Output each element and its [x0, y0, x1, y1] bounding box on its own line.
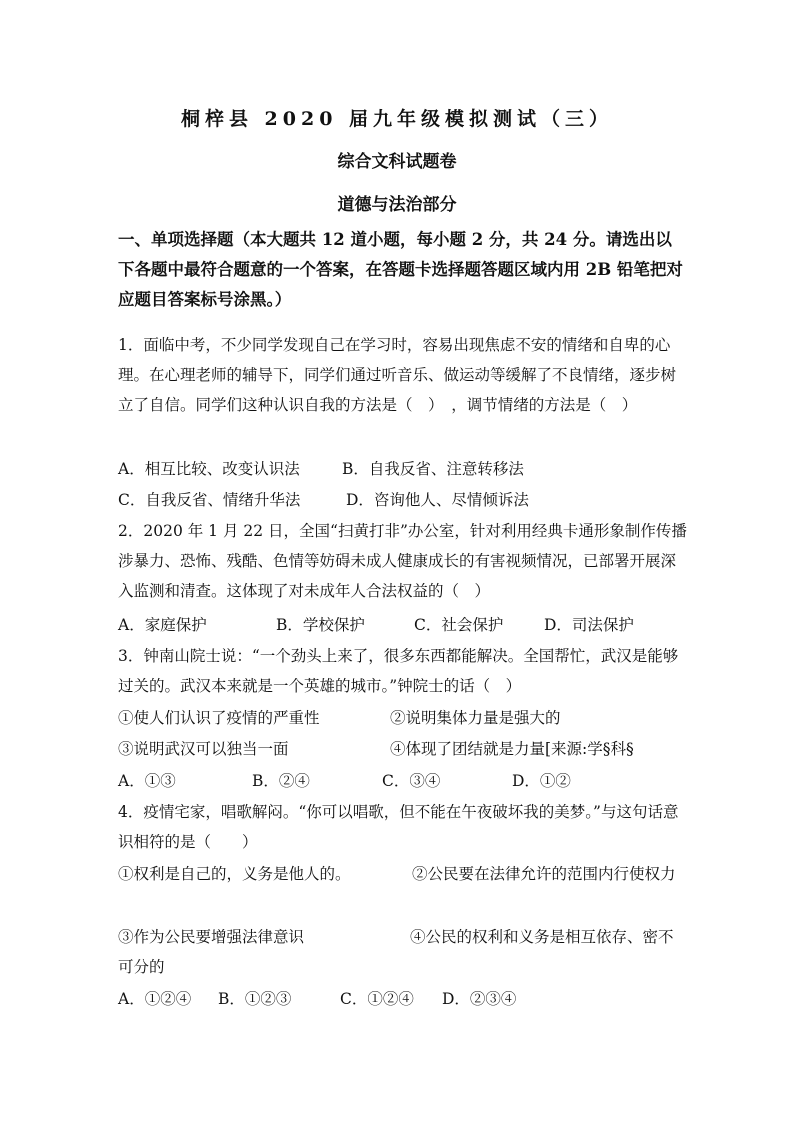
- question-2-option-b: B．学校保护: [276, 616, 365, 634]
- question-4-option-b: B．①②③: [218, 990, 292, 1008]
- question-4-stem: 4．疫情宅家，唱歌解闷。“你可以唱歌，但不能在午夜破坏我的美梦。”与这句话意识相符的是（ ）: [118, 803, 679, 851]
- question-2-stem: 2．2020 年 1 月 22 日，全国“扫黄打非”办公室，针对利用经典卡通形象制作传播涉暴力、恐怖、残酷、色情等妨碍未成人健康成长的有害视频情况，已部署开展深入监测和清查。这体现了对未成年人合法权益的（ ）: [118, 522, 687, 600]
- question-2-option-c: C．社会保护: [414, 616, 504, 634]
- question-1-option-b: B．自我反省、注意转移法: [342, 460, 524, 478]
- question-3-item-4: ④体现了团结就是力量[来源:学§科§: [390, 740, 634, 758]
- question-4-item-2: ②公民要在法律允许的范围内行使权力: [412, 865, 676, 883]
- question-4-items-row-1-wrap: [118, 890, 688, 920]
- question-3-stem: 3．钟南山院士说：“一个劲头上来了，很多东西都能解决。全国帮忙，武汉是能够过关的。武汉本来就是一个英雄的城市。”钟院士的话（ ）: [118, 647, 679, 695]
- question-3-option-b: B．②④: [252, 772, 310, 790]
- section-heading: 一、单项选择题（本大题共 12 道小题，每小题 2 分，共 24 分。请选出以下各题中最符合题意的一个答案，在答题卡选择题答题区域内用 2B 铅笔把对应题目答案标号涂黑。）: [118, 230, 683, 309]
- exam-part-title: 道德与法治部分: [337, 195, 457, 215]
- question-3-option-c: C．③④: [382, 772, 441, 790]
- question-4-option-c: C．①②④: [340, 990, 414, 1008]
- question-1-stem: 1．面临中考，不少同学发现自己在学习时，容易出现焦虑不安的情绪和自卑的心理。在心理老师的辅导下，同学们通过听音乐、做运动等缓解了不良情绪，逐步树立了自信。同学们这种认识自我的方法是（ ） ，调节情绪的方法是（ ）: [118, 336, 677, 414]
- question-3-item-1: ①使人们认识了疫情的严重性: [118, 709, 320, 727]
- question-3-option-a: A．①③: [118, 772, 176, 790]
- question-4-item-4: ④公民的权利和义务是相互依存、密不可分的: [118, 928, 674, 976]
- question-1-option-d: D．咨询他人、尽情倾诉法: [346, 491, 529, 509]
- exam-title: 桐梓县 2020 届九年级模拟测试（三）: [180, 108, 614, 130]
- question-4-option-d: D．②③④: [442, 990, 517, 1008]
- question-1-option-a: A．相互比较、改变认识法: [118, 460, 300, 478]
- question-3-item-2: ②说明集体力量是强大的: [390, 709, 561, 727]
- question-3-item-3: ③说明武汉可以独当一面: [118, 740, 289, 758]
- question-2-option-d: D．司法保护: [544, 616, 634, 634]
- question-3-option-d: D．①②: [512, 772, 571, 790]
- question-4-item-3: ③作为公民要增强法律意识: [118, 928, 305, 946]
- exam-subtitle: 综合文科试题卷: [337, 152, 457, 172]
- question-4-option-a: A．①②④: [118, 990, 192, 1008]
- question-2-option-a: A．家庭保护: [118, 616, 207, 634]
- question-4-item-1: ①权利是自己的，义务是他人的。: [118, 865, 351, 883]
- question-1-option-c: C．自我反省、情绪升华法: [118, 491, 301, 509]
